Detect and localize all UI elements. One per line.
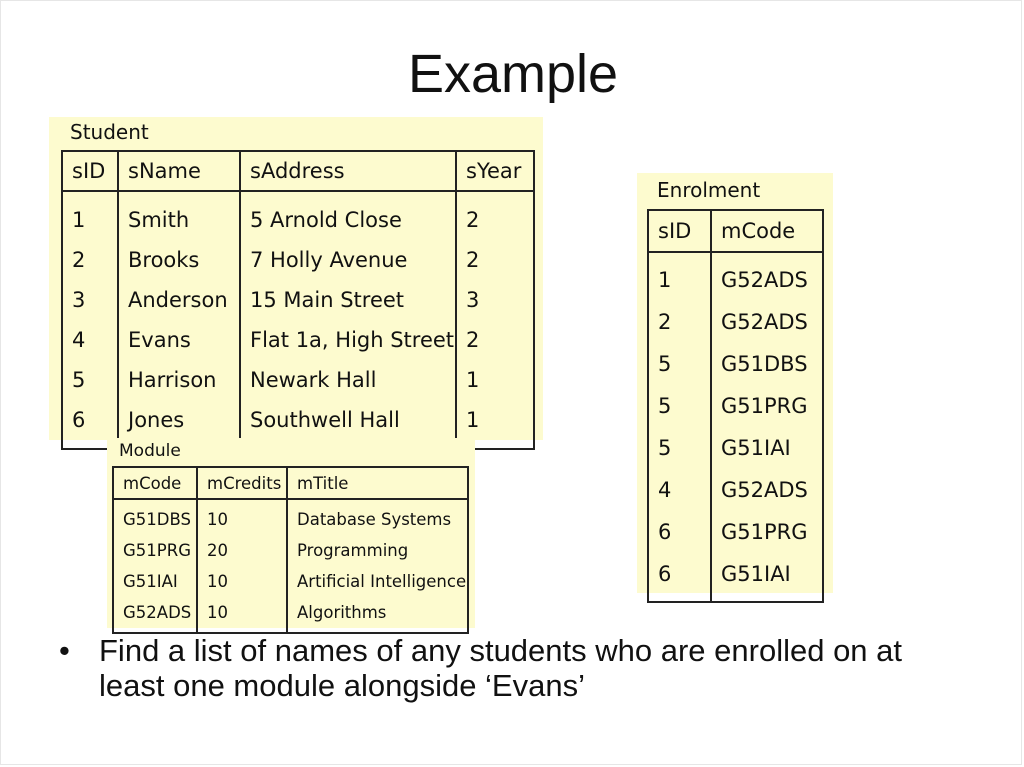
module-cell: G52ADS xyxy=(123,603,192,622)
enrolment-cell: G51IAI xyxy=(711,553,823,602)
enrolment-table-panel xyxy=(637,173,833,593)
enrolment-cell: G52ADS xyxy=(711,301,823,343)
student-cell: 3 xyxy=(72,288,86,312)
module-cell: Artificial Intelligence xyxy=(287,566,468,597)
student-cell: 7 Holly Avenue xyxy=(240,240,456,280)
student-cell: 6 xyxy=(72,408,86,432)
enrolment-column-header: sID xyxy=(648,210,711,252)
student-cell: 1 xyxy=(72,208,86,232)
student-column-header: sID xyxy=(62,151,118,191)
module-table-label: Module xyxy=(119,441,181,461)
module-table xyxy=(112,466,469,634)
enrolment-table xyxy=(647,209,824,603)
enrolment-table-row xyxy=(648,427,823,469)
enrolment-cell: G52ADS xyxy=(711,469,823,511)
student-table-row xyxy=(62,280,534,320)
bullet-icon: • xyxy=(59,633,70,668)
module-cell: 10 xyxy=(197,566,287,597)
enrolment-table-row xyxy=(648,469,823,511)
student-table-row xyxy=(62,320,534,360)
student-cell: 15 Main Street xyxy=(240,280,456,320)
enrolment-cell: 4 xyxy=(658,478,672,502)
enrolment-cell: G51IAI xyxy=(711,427,823,469)
student-cell: 1 xyxy=(456,400,534,449)
module-cell: G51DBS xyxy=(123,510,191,529)
student-cell: 2 xyxy=(456,320,534,360)
enrolment-cell: G51PRG xyxy=(711,511,823,553)
student-cell: 2 xyxy=(72,248,86,272)
module-table-row xyxy=(113,597,468,633)
enrolment-cell: 1 xyxy=(658,268,672,292)
student-cell: Evans xyxy=(118,320,240,360)
student-cell: Southwell Hall xyxy=(240,400,456,449)
student-cell: 2 xyxy=(456,240,534,280)
student-cell: Jones xyxy=(118,400,240,449)
student-table-label: Student xyxy=(70,120,149,144)
enrolment-cell: G52ADS xyxy=(711,252,823,301)
enrolment-column-header: mCode xyxy=(711,210,823,252)
slide-title: Example xyxy=(407,44,619,104)
module-table-panel xyxy=(107,438,475,628)
module-table-row xyxy=(113,535,468,566)
student-column-header: sName xyxy=(118,151,240,191)
enrolment-header-row xyxy=(648,210,823,252)
enrolment-table-row xyxy=(648,553,823,602)
enrolment-cell: 5 xyxy=(658,436,672,460)
student-table-row xyxy=(62,360,534,400)
module-cell: Database Systems xyxy=(287,499,468,535)
enrolment-cell: G51PRG xyxy=(711,385,823,427)
enrolment-table-row xyxy=(648,511,823,553)
module-table-row xyxy=(113,499,468,535)
student-cell: Newark Hall xyxy=(240,360,456,400)
enrolment-cell: 6 xyxy=(658,520,672,544)
enrolment-cell: 5 xyxy=(658,352,672,376)
enrolment-table-label: Enrolment xyxy=(657,178,761,202)
enrolment-table-row xyxy=(648,385,823,427)
module-column-header: mCode xyxy=(113,467,197,499)
student-cell: 1 xyxy=(456,360,534,400)
question-text: Find a list of names of any students who are enrolled on at least one module alongside ‘Evans’ xyxy=(99,633,903,703)
student-cell: Harrison xyxy=(118,360,240,400)
module-header-row xyxy=(113,467,468,499)
module-column-header: mTitle xyxy=(287,467,468,499)
enrolment-cell: G51DBS xyxy=(711,343,823,385)
module-cell: 20 xyxy=(197,535,287,566)
student-cell: Anderson xyxy=(118,280,240,320)
enrolment-cell: 5 xyxy=(658,394,672,418)
student-cell: 3 xyxy=(456,280,534,320)
enrolment-cell: 2 xyxy=(658,310,672,334)
student-cell: Flat 1a, High Street xyxy=(240,320,456,360)
module-cell: G51PRG xyxy=(123,541,191,560)
student-cell: 2 xyxy=(456,191,534,240)
enrolment-cell: 6 xyxy=(658,562,672,586)
student-column-header: sYear xyxy=(456,151,534,191)
module-cell: 10 xyxy=(197,499,287,535)
student-table-row xyxy=(62,191,534,240)
module-cell: Algorithms xyxy=(287,597,468,633)
module-table-row xyxy=(113,566,468,597)
student-table-panel xyxy=(49,117,543,440)
student-cell: 5 xyxy=(72,368,86,392)
module-column-header: mCredits xyxy=(197,467,287,499)
student-column-header: sAddress xyxy=(240,151,456,191)
enrolment-table-row xyxy=(648,252,823,301)
student-table xyxy=(61,150,535,450)
student-cell: Smith xyxy=(118,191,240,240)
student-cell: 5 Arnold Close xyxy=(240,191,456,240)
enrolment-table-row xyxy=(648,301,823,343)
student-cell: 4 xyxy=(72,328,86,352)
enrolment-table-row xyxy=(648,343,823,385)
student-cell: Brooks xyxy=(118,240,240,280)
module-cell: G51IAI xyxy=(123,572,178,591)
student-table-row xyxy=(62,240,534,280)
module-cell: 10 xyxy=(197,597,287,633)
module-cell: Programming xyxy=(287,535,468,566)
student-header-row xyxy=(62,151,534,191)
